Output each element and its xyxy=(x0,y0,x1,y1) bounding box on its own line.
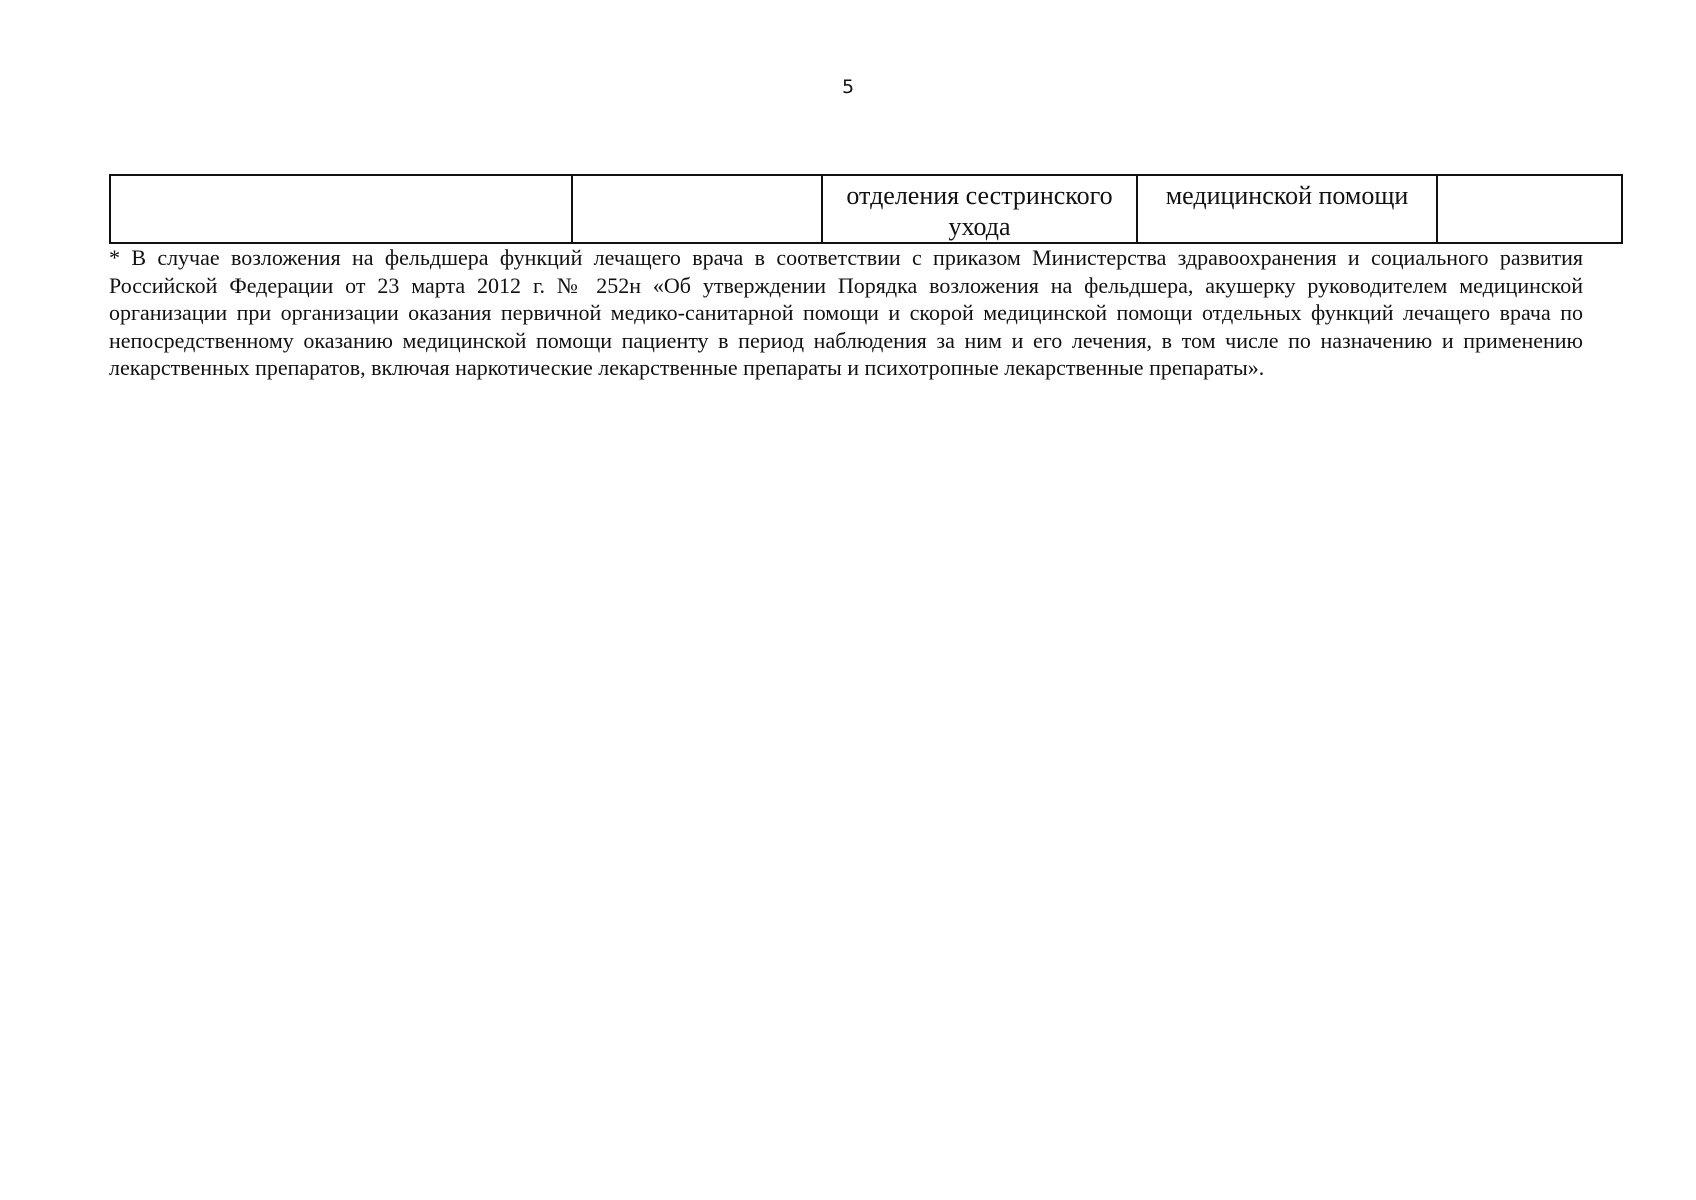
table-cell-5 xyxy=(1437,175,1622,243)
table-cell-4: медицинской помощи xyxy=(1137,175,1437,243)
table-cell-1 xyxy=(110,175,572,243)
table-cell-3: отделения сестринского ухода xyxy=(822,175,1137,243)
continuation-table xyxy=(109,174,1623,244)
table-cell-2 xyxy=(572,175,822,243)
footnote-text: * В случае возложения на фельдшера функций лечащего врача в соответствии с приказом Министерства здравоохранения и социального развития Российской Федерации от 23 марта 2012 г. № 252н «Об утверждении Порядка возложения на фельдшера, акушерку руководителем медицинской организации при организации оказания первичной медико-санитарной помощи и скорой медицинской помощи отдельных функций лечащего врача по непосредственному оказанию медицинской помощи пациенту в период наблюдения за ним и его лечения, в том числе по назначению и применению лекарственных препаратов, включая наркотические лекарственные препараты и психотропные лекарственные препараты». xyxy=(109,245,1583,381)
page-number: 5 xyxy=(841,76,855,98)
table-row xyxy=(110,175,1622,243)
